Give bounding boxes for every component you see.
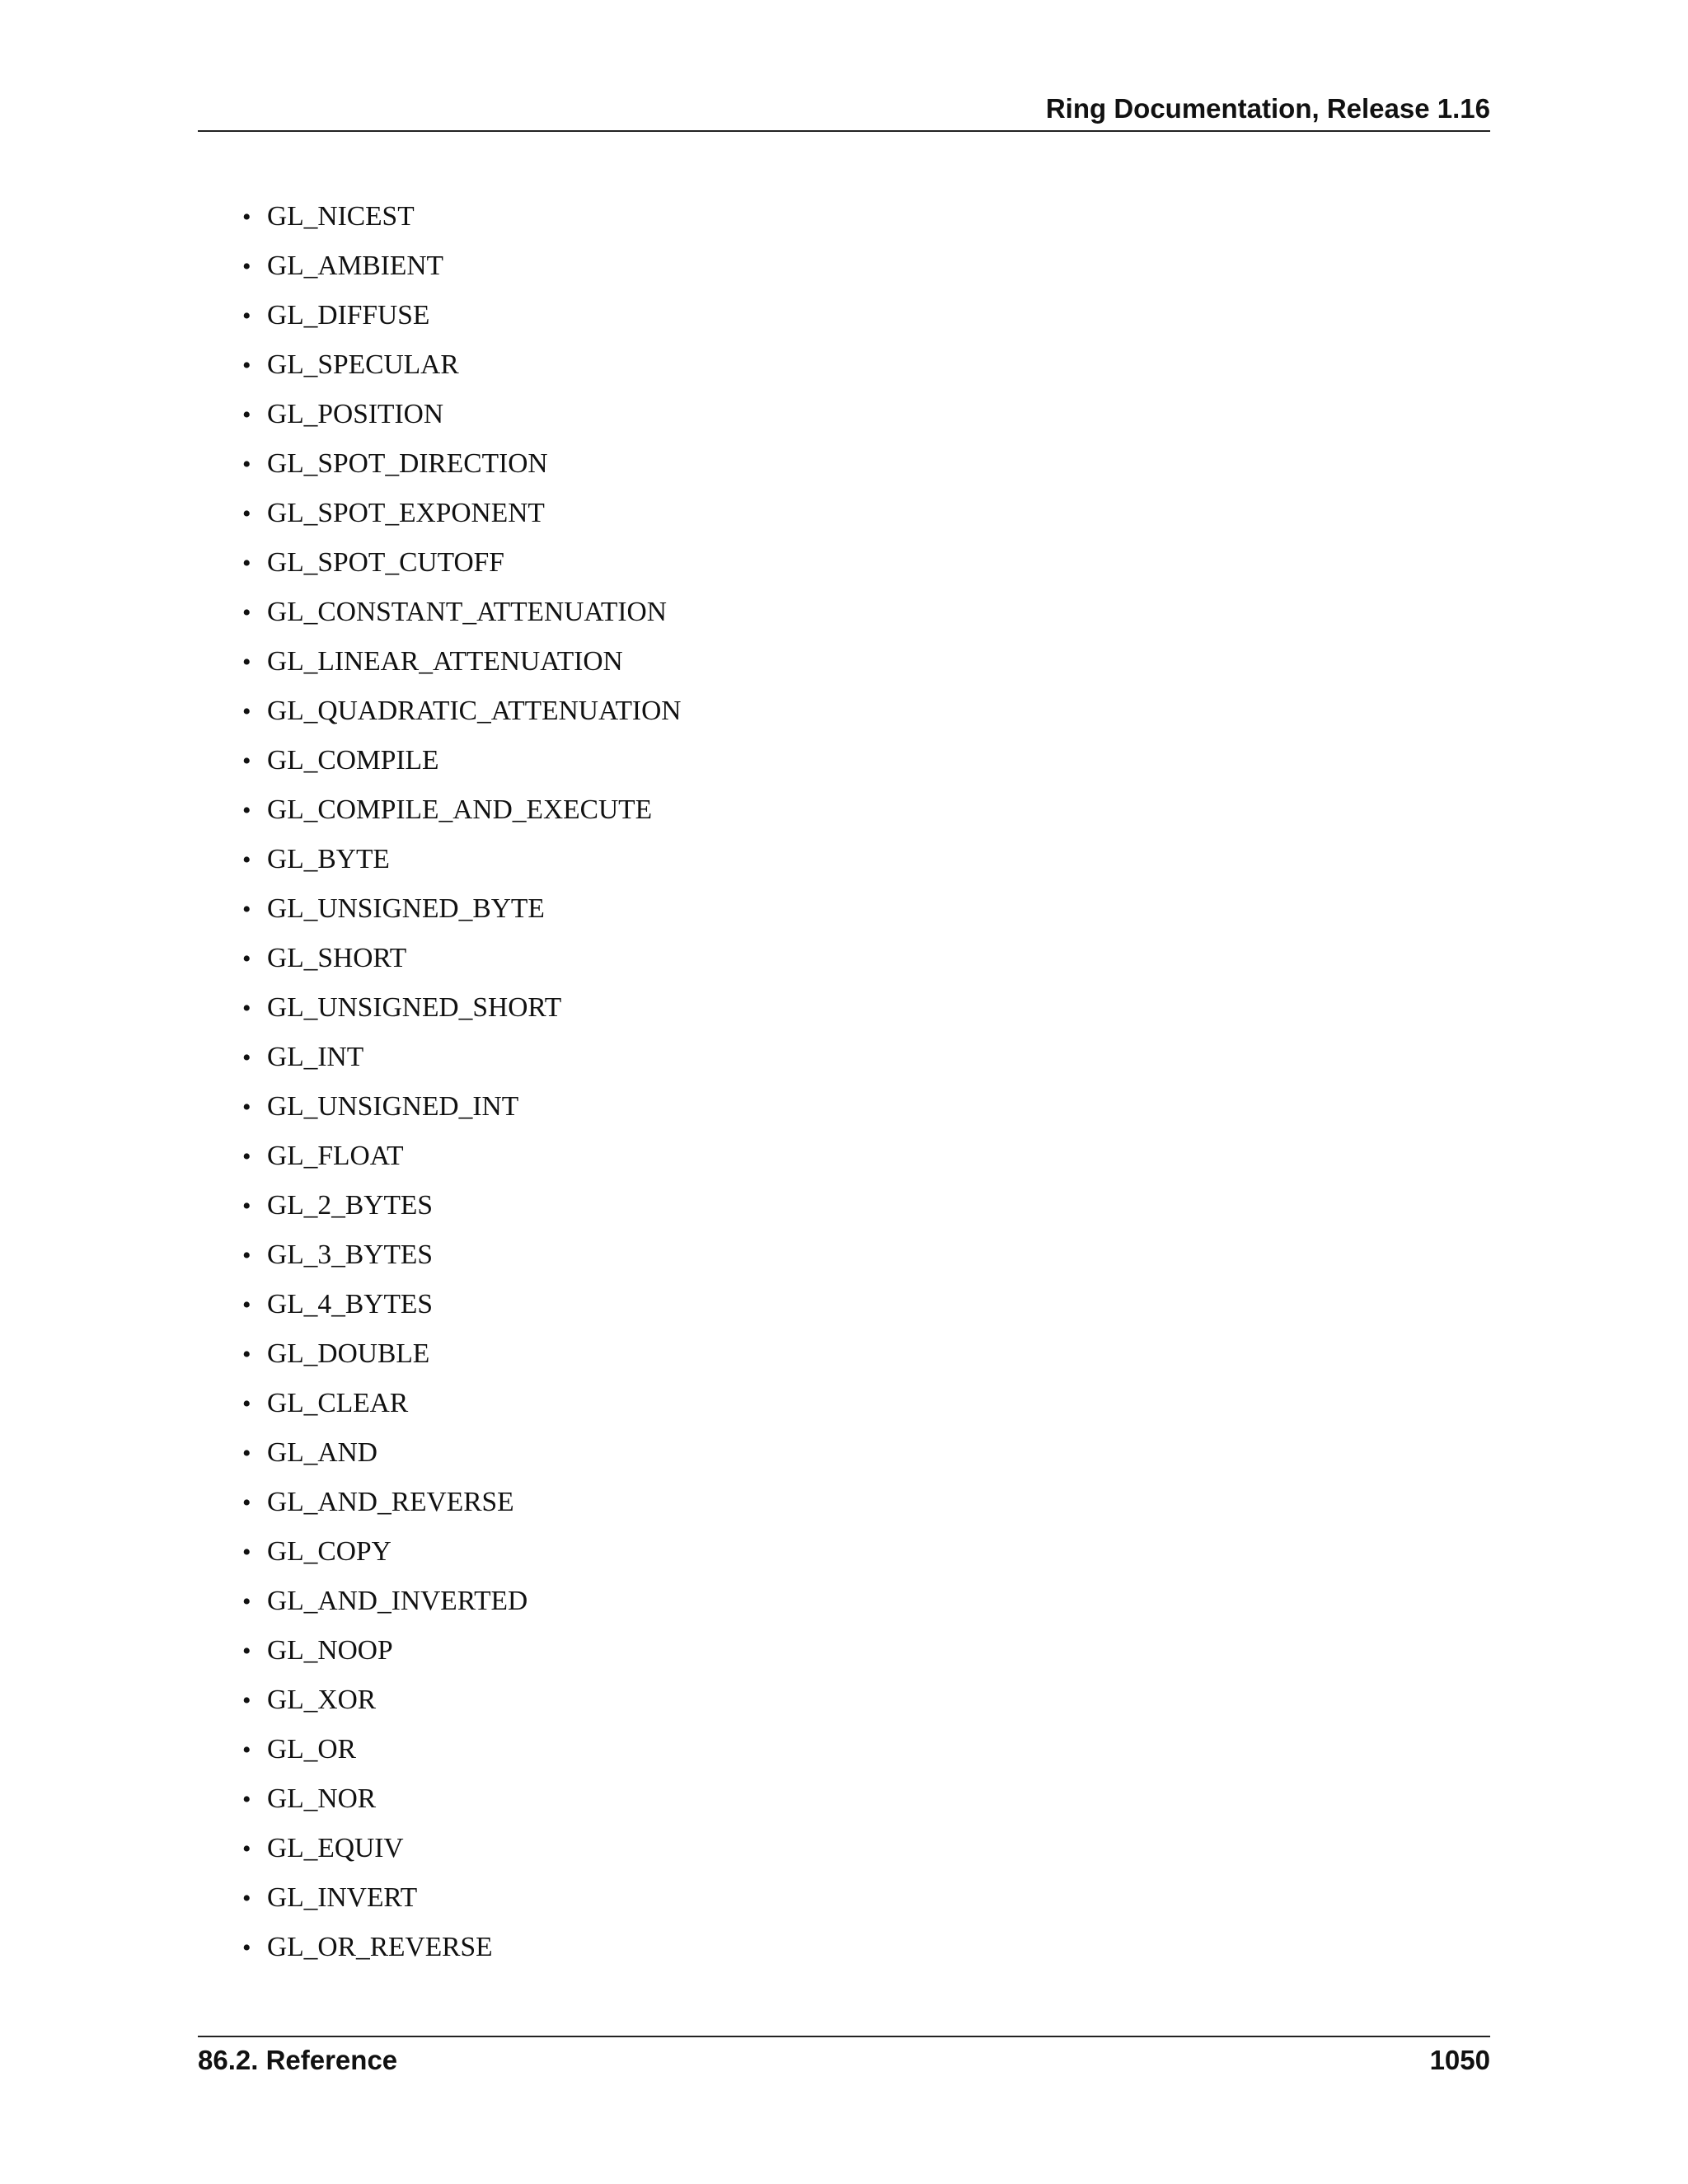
constant-name: GL_COMPILE <box>267 745 439 776</box>
constant-name: GL_UNSIGNED_SHORT <box>267 992 562 1023</box>
bullet-icon: • <box>242 1588 251 1615</box>
list-item <box>242 344 681 394</box>
list-item <box>242 888 681 938</box>
bullet-icon: • <box>242 896 251 923</box>
bullet-icon: • <box>242 1341 251 1368</box>
bullet-icon: • <box>242 1193 251 1220</box>
constant-name: GL_AND <box>267 1437 377 1468</box>
constant-name: GL_SHORT <box>267 943 407 973</box>
page-footer <box>198 2036 1490 2077</box>
list-item <box>242 1432 681 1482</box>
constant-name: GL_POSITION <box>267 399 444 429</box>
list-item <box>242 592 681 641</box>
bullet-icon: • <box>242 1736 251 1764</box>
constant-name: GL_UNSIGNED_INT <box>267 1091 519 1122</box>
constant-name: GL_COPY <box>267 1536 392 1567</box>
section-reference: 86.2. Reference <box>198 2045 398 2075</box>
list-item <box>242 740 681 790</box>
list-item <box>242 1729 681 1779</box>
constant-name: GL_BYTE <box>267 844 390 874</box>
bullet-icon: • <box>242 1638 251 1665</box>
list-item <box>242 987 681 1037</box>
list-item <box>242 1086 681 1136</box>
list-item <box>242 839 681 888</box>
bullet-icon: • <box>242 451 251 478</box>
constant-name: GL_AND_REVERSE <box>267 1487 514 1517</box>
constant-name: GL_SPOT_CUTOFF <box>267 547 504 578</box>
list-item <box>242 1383 681 1432</box>
constant-name: GL_3_BYTES <box>267 1240 433 1270</box>
bullet-icon: • <box>242 302 251 330</box>
bullet-icon: • <box>242 748 251 775</box>
constant-name: GL_QUADRATIC_ATTENUATION <box>267 696 682 726</box>
bullet-icon: • <box>242 253 251 280</box>
list-item <box>242 1581 681 1630</box>
page-number: 1050 <box>1429 2045 1490 2075</box>
list-item <box>242 493 681 542</box>
constant-name: GL_INVERT <box>267 1882 418 1913</box>
list-item <box>242 1284 681 1333</box>
list-item <box>242 691 681 740</box>
list-item <box>242 1037 681 1086</box>
constant-name: GL_SPOT_EXPONENT <box>267 498 545 528</box>
constant-name: GL_4_BYTES <box>267 1289 433 1319</box>
constant-name: GL_OR <box>267 1734 356 1765</box>
bullet-icon: • <box>242 1835 251 1863</box>
constant-name: GL_2_BYTES <box>267 1190 433 1221</box>
bullet-icon: • <box>242 1044 251 1071</box>
constant-name: GL_NOR <box>267 1783 377 1814</box>
list-item <box>242 394 681 443</box>
bullet-icon: • <box>242 500 251 527</box>
constant-name: GL_FLOAT <box>267 1141 404 1171</box>
constant-name: GL_SPOT_DIRECTION <box>267 448 548 479</box>
bullet-icon: • <box>242 352 251 379</box>
list-item <box>242 1828 681 1877</box>
constant-name: GL_EQUIV <box>267 1833 404 1863</box>
list-item <box>242 1136 681 1185</box>
bullet-icon: • <box>242 995 251 1022</box>
constant-name: GL_NOOP <box>267 1635 393 1666</box>
list-item <box>242 1333 681 1383</box>
constant-name: GL_UNSIGNED_BYTE <box>267 893 545 924</box>
bullet-icon: • <box>242 550 251 577</box>
list-item <box>242 938 681 987</box>
document-title: Ring Documentation, Release 1.16 <box>1045 93 1490 124</box>
bullet-icon: • <box>242 698 251 725</box>
list-item <box>242 542 681 592</box>
constant-name: GL_DIFFUSE <box>267 300 430 330</box>
bullet-icon: • <box>242 1440 251 1467</box>
list-item <box>242 295 681 344</box>
constant-name: GL_AMBIENT <box>267 251 444 281</box>
bullet-icon: • <box>242 204 251 231</box>
bullet-icon: • <box>242 1094 251 1121</box>
list-item <box>242 1630 681 1680</box>
constant-name: GL_SPECULAR <box>267 349 459 380</box>
constant-name: GL_COMPILE_AND_EXECUTE <box>267 794 653 825</box>
constant-name: GL_OR_REVERSE <box>267 1932 493 1962</box>
bullet-icon: • <box>242 1143 251 1170</box>
list-item <box>242 1482 681 1531</box>
constant-name: GL_NICEST <box>267 201 415 232</box>
list-item <box>242 1185 681 1235</box>
bullet-icon: • <box>242 1489 251 1516</box>
bullet-icon: • <box>242 846 251 874</box>
constant-name: GL_CLEAR <box>267 1388 409 1418</box>
list-item <box>242 246 681 295</box>
bullet-icon: • <box>242 1242 251 1269</box>
constant-name: GL_XOR <box>267 1685 377 1715</box>
constant-name: GL_AND_INVERTED <box>267 1586 528 1616</box>
list-item <box>242 1877 681 1927</box>
bullet-icon: • <box>242 649 251 676</box>
list-item <box>242 443 681 493</box>
bullet-icon: • <box>242 1291 251 1319</box>
list-item <box>242 1235 681 1284</box>
constant-name: GL_DOUBLE <box>267 1338 430 1369</box>
bullet-icon: • <box>242 1885 251 1912</box>
bullet-icon: • <box>242 1687 251 1714</box>
constant-name: GL_LINEAR_ATTENUATION <box>267 646 623 677</box>
bullet-icon: • <box>242 599 251 626</box>
list-item <box>242 641 681 691</box>
constant-name: GL_INT <box>267 1042 364 1072</box>
constant-list <box>242 196 681 1976</box>
bullet-icon: • <box>242 401 251 429</box>
bullet-icon: • <box>242 1390 251 1418</box>
bullet-icon: • <box>242 945 251 972</box>
bullet-icon: • <box>242 1934 251 1961</box>
constant-name: GL_CONSTANT_ATTENUATION <box>267 597 667 627</box>
list-item <box>242 1779 681 1828</box>
bullet-icon: • <box>242 797 251 824</box>
bullet-icon: • <box>242 1539 251 1566</box>
list-item <box>242 790 681 839</box>
list-item <box>242 1927 681 1976</box>
list-item <box>242 1680 681 1729</box>
list-item <box>242 1531 681 1581</box>
list-item <box>242 196 681 246</box>
bullet-icon: • <box>242 1786 251 1813</box>
page-header <box>198 91 1490 132</box>
